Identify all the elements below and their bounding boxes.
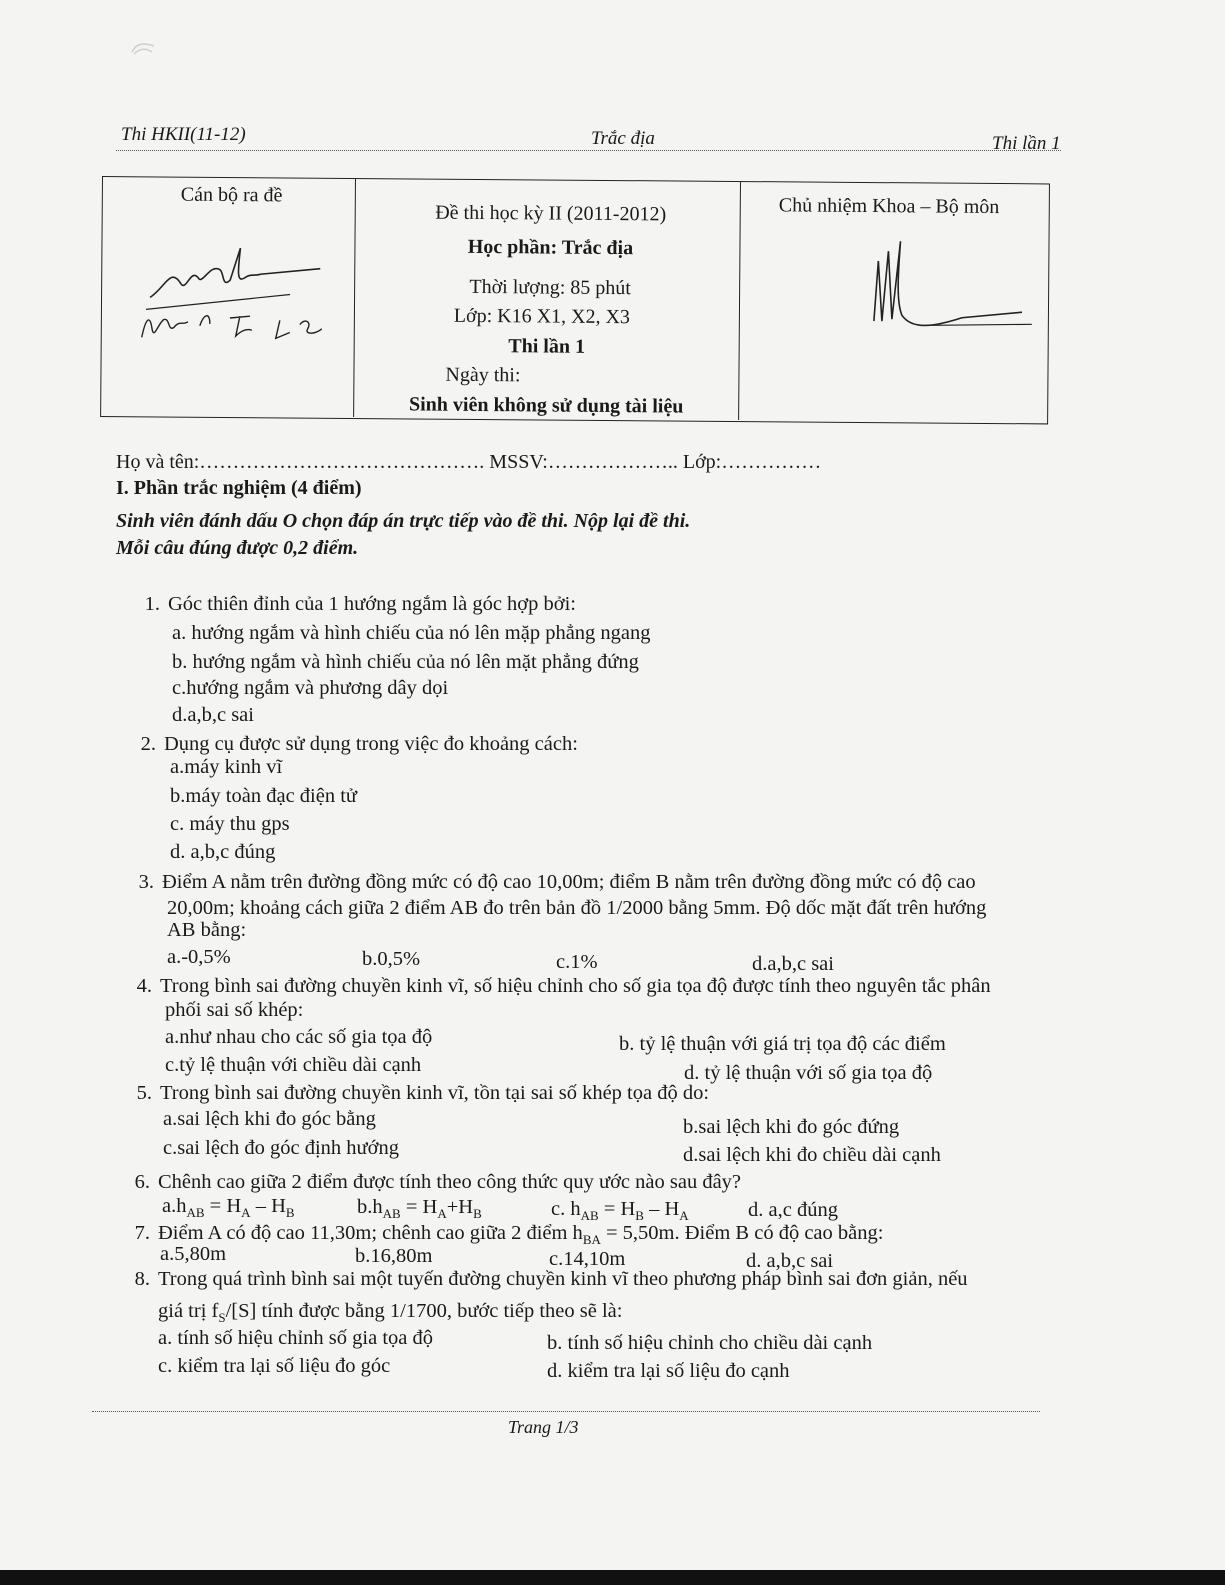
question-6-stem — [120, 1171, 741, 1194]
question-6-option-c[interactable]: c. $h_{AB} = H_B - H_A$ — [551, 1198, 689, 1224]
question-4-text-1: Trong bình sai đường chuyền kinh vĩ, số hiệu chỉnh cho số gia tọa độ được tính theo nguyên tắc phân — [160, 975, 991, 997]
question-4-option-a[interactable]: a.như nhau cho các số gia tọa độ — [165, 1026, 433, 1048]
question-4-option-c[interactable]: c.tỷ lệ thuận với chiều dài cạnh — [165, 1054, 422, 1076]
no-materials-note: Sinh viên không sử dụng tài liệu — [408, 393, 684, 418]
question-8-option-c[interactable]: c. kiểm tra lại số liệu đo góc — [158, 1355, 391, 1377]
question-3-option-c[interactable]: c.1% — [556, 951, 598, 973]
question-3-text-1: Điểm A nằm trên đường đồng mức có độ cao 10,00m; điểm B nằm trên đường đồng mức có độ cao — [162, 871, 976, 893]
question-5-number: 5. — [136, 1082, 152, 1104]
question-4-number: 4. — [136, 975, 152, 997]
question-3-stem-line-1 — [124, 871, 976, 894]
student-info-line: Họ và tên:……………………………………. MSSV:……………….. Lớp:…………… — [116, 451, 822, 473]
question-5-option-b[interactable]: b.sai lệch khi đo góc đứng — [683, 1116, 900, 1138]
question-3-stem-line-3: AB bằng: — [167, 919, 247, 941]
author-signature — [139, 227, 340, 369]
question-1-option-c[interactable]: c.hướng ngắm và phương dây dọi — [172, 677, 449, 699]
question-1-option-d[interactable]: d.a,b,c sai — [172, 704, 254, 726]
exam-title: Đề thi học kỳ II (2011-2012) — [435, 201, 667, 226]
question-6-option-b[interactable]: $b.h_{AB} = H_A+H_B$ — [357, 1196, 482, 1222]
question-7-text: Điểm A có độ cao 11,30m; chênh cao giữa 2 điểm h — [158, 1222, 583, 1244]
approver-signature — [862, 231, 1043, 342]
author-title: Cán bộ ra đề — [180, 183, 283, 207]
question-7-number: 7. — [134, 1222, 150, 1244]
class-list: Lớp: K16 X1, X2, X3 — [453, 304, 631, 329]
question-3-option-a[interactable]: a.-0,5% — [167, 946, 231, 968]
question-5-option-d[interactable]: d.sai lệch khi đo chiều dài cạnh — [683, 1144, 941, 1166]
question-8-number: 8. — [134, 1268, 150, 1290]
question-3-stem-line-2: 20,00m; khoảng cách giữa 2 điểm AB đo trên bản đồ 1/2000 bằng 5mm. Độ dốc mặt đất trên hướng — [167, 897, 987, 919]
question-6-text: Chênh cao giữa 2 điểm được tính theo công thức quy ước nào sau đây? — [158, 1171, 742, 1193]
header-right: Thi lần 1 — [992, 133, 1061, 154]
question-2-option-c[interactable]: c. máy thu gps — [170, 813, 290, 835]
info-box-divider-left — [353, 179, 356, 417]
question-8-stem-line-2: giá trị $f_S/[S]$ tính được bằng 1/1700, bước tiếp theo sẽ là: — [158, 1300, 623, 1326]
header-rule — [116, 150, 1061, 151]
attempt: Thi lần 1 — [508, 335, 586, 358]
question-8-text-1: Trong quá trình bình sai một tuyến đường chuyền kinh vĩ theo phương pháp bình sai đơn giản, nếu — [158, 1268, 968, 1290]
info-box — [100, 176, 1050, 424]
approver-title: Chủ nhiệm Khoa – Bộ môn — [778, 194, 1000, 219]
question-8-option-b[interactable]: b. tính số hiệu chỉnh cho chiều dài cạnh — [547, 1332, 873, 1354]
question-6-number: 6. — [134, 1171, 150, 1193]
question-6-option-d[interactable]: d. a,c đúng — [748, 1199, 838, 1221]
question-2-stem — [126, 733, 578, 756]
question-1-stem — [130, 593, 576, 616]
scan-edge — [0, 1570, 1225, 1585]
question-3-option-d[interactable]: d.a,b,c sai — [752, 953, 834, 975]
question-8-option-d[interactable]: d. kiểm tra lại số liệu đo cạnh — [547, 1360, 790, 1382]
question-7-stem: 7. Điểm A có độ cao 11,30m; chênh cao giữa 2 điểm $h_{BA} = 5,50m$. Điểm B có độ cao bằng: — [120, 1222, 883, 1248]
question-7-option-d[interactable]: d. a,b,c sai — [746, 1250, 834, 1272]
question-6-option-a[interactable]: $a.h_{AB} = H_A - H_B$ — [162, 1195, 295, 1221]
question-2-option-a[interactable]: a.máy kinh vĩ — [170, 756, 283, 778]
question-3-number: 3. — [138, 871, 154, 893]
header-left: Thi HKII(11-12) — [121, 124, 246, 145]
question-4-option-d[interactable]: d. tỷ lệ thuận với số gia tọa độ — [684, 1062, 933, 1084]
question-3-option-b[interactable]: b.0,5% — [362, 948, 421, 970]
section-instruction-2: Mỗi câu đúng được 0,2 điểm. — [116, 537, 359, 559]
question-7-option-c[interactable]: c.14,10m — [549, 1248, 626, 1270]
header-center: Trắc địa — [591, 128, 655, 149]
question-2-text: Dụng cụ được sử dụng trong việc đo khoảng cách: — [164, 733, 578, 755]
footer-rule — [92, 1411, 1040, 1412]
duration: Thời lượng: 85 phút — [469, 275, 631, 300]
question-2-option-d[interactable]: d. a,b,c đúng — [170, 841, 276, 863]
question-5-option-c[interactable]: c.sai lệch đo góc định hướng — [163, 1137, 400, 1159]
question-1-text: Góc thiên đỉnh của 1 hướng ngắm là góc hợp bởi: — [168, 593, 576, 615]
section-instruction-1: Sinh viên đánh dấu O chọn đáp án trực tiếp vào đề thi. Nộp lại đề thi. — [116, 510, 691, 532]
question-1-option-a[interactable]: a. hướng ngắm và hình chiếu của nó lên mặp phẳng ngang — [172, 622, 651, 644]
question-4-option-b[interactable]: b. tỷ lệ thuận với giá trị tọa độ các điểm — [619, 1033, 946, 1055]
question-7-option-b[interactable]: b.16,80m — [355, 1245, 433, 1267]
question-8-option-a[interactable]: a. tính số hiệu chỉnh số gia tọa độ — [158, 1327, 433, 1349]
question-4-stem-line-2: phối sai số khép: — [165, 999, 304, 1021]
ink-smudge — [130, 40, 156, 56]
question-2-number: 2. — [140, 733, 156, 755]
page-number: Trang 1/3 — [508, 1417, 579, 1437]
question-1-option-b[interactable]: b. hướng ngắm và hình chiếu của nó lên mặt phẳng đứng — [172, 651, 639, 673]
section-title: I. Phần trắc nghiệm (4 điểm) — [116, 477, 362, 499]
question-5-text: Trong bình sai đường chuyền kinh vĩ, tồn tại sai số khép tọa độ do: — [160, 1082, 710, 1104]
question-4-stem-line-1 — [122, 975, 991, 998]
question-5-option-a[interactable]: a.sai lệch khi đo góc bằng — [163, 1108, 376, 1130]
exam-date: Ngày thi: — [445, 363, 521, 387]
question-5-stem — [122, 1082, 709, 1105]
course-name: Học phần: Trắc địa — [467, 235, 634, 260]
question-2-option-b[interactable]: b.máy toàn đạc điện tử — [170, 785, 358, 807]
question-7-option-a[interactable]: a.5,80m — [160, 1243, 227, 1265]
question-1-number: 1. — [144, 593, 160, 615]
question-8-stem-line-1 — [120, 1268, 968, 1291]
